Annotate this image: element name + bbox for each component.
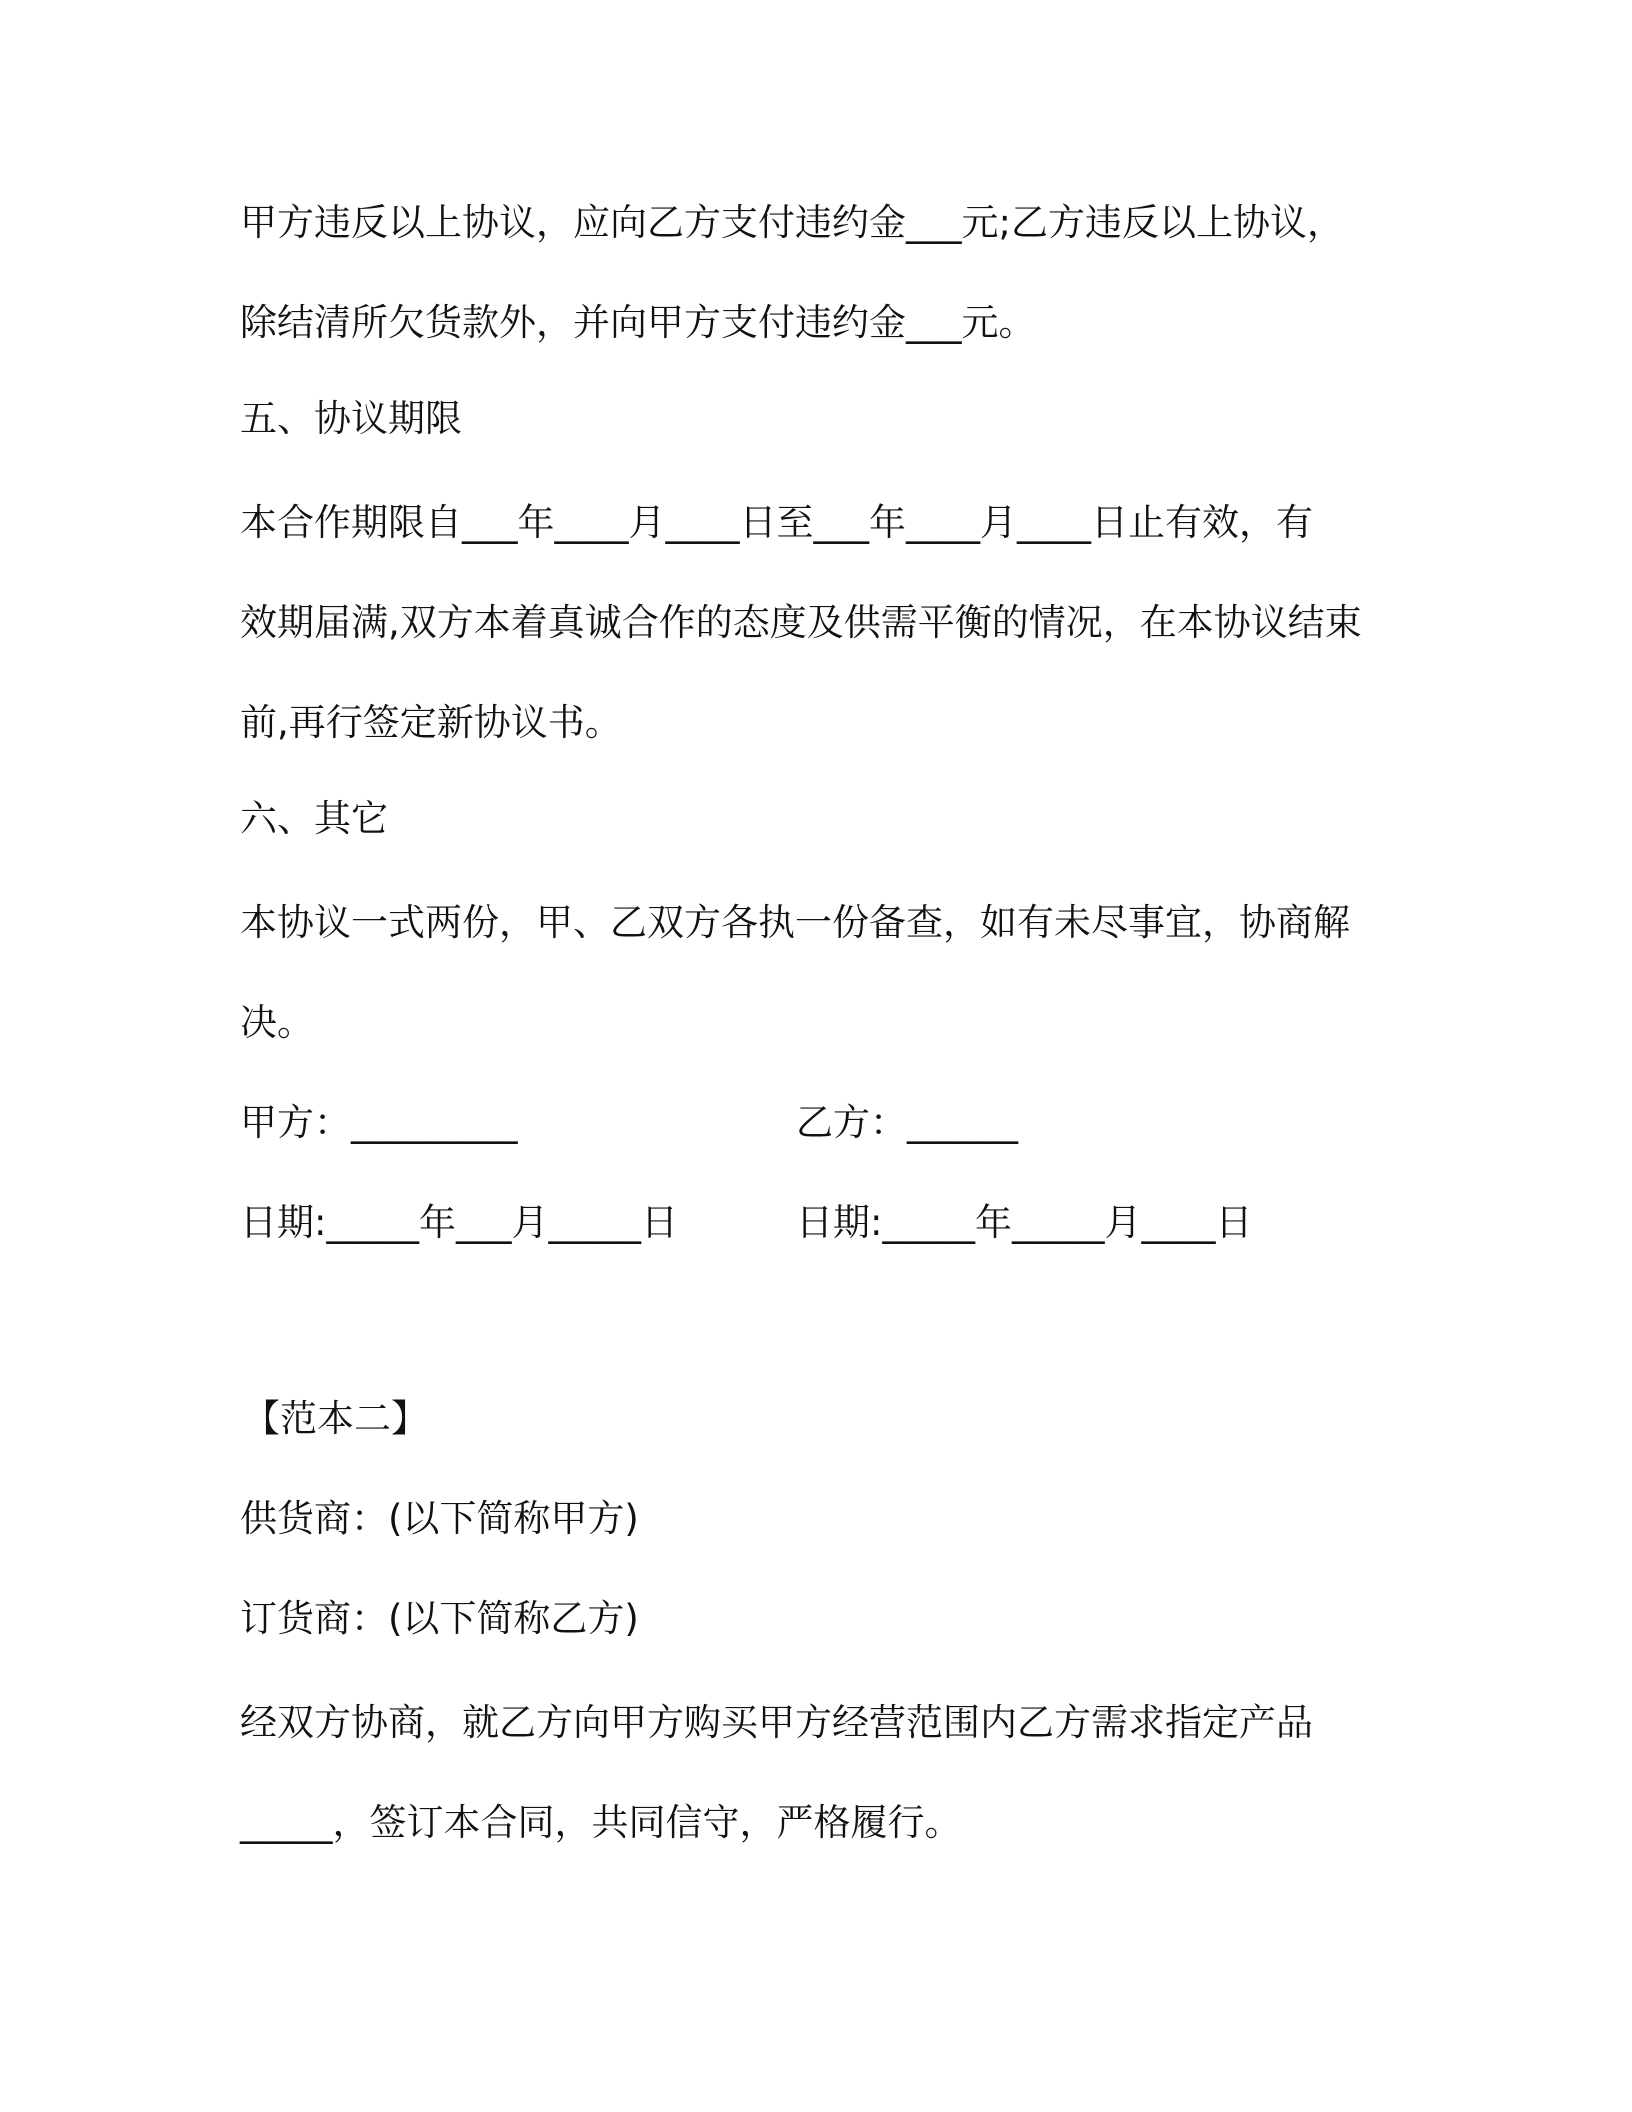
sample-2-intro-line-1: 经双方协商，就乙方向甲方购买甲方经营范围内乙方需求指定产品 xyxy=(240,1701,1313,1744)
sample-2-intro-line-2: _____，签订本合同，共同信守，严格履行。 xyxy=(240,1801,962,1844)
section-6-heading: 六、其它 xyxy=(240,797,388,840)
sample-2-title: 【范本二】 xyxy=(243,1397,428,1440)
section-6-line-2: 决。 xyxy=(240,1001,314,1044)
sample-2-supplier: 供货商：(以下简称甲方) xyxy=(240,1497,639,1540)
signature-date-b: 日期:_____年_____月____日 xyxy=(796,1201,1253,1244)
section-5-heading: 五、协议期限 xyxy=(240,397,462,440)
penalty-line-2: 除结清所欠货款外，并向甲方支付违约金___元。 xyxy=(240,301,1036,344)
sample-2-orderer: 订货商：(以下简称乙方) xyxy=(240,1597,639,1640)
section-6-line-1: 本协议一式两份，甲、乙双方各执一份备查，如有未尽事宜，协商解 xyxy=(240,901,1350,944)
section-5-line-1: 本合作期限自___年____月____日至___年____月____日止有效，有 xyxy=(240,501,1313,544)
signature-party-a: 甲方：_________ xyxy=(240,1101,518,1144)
section-5-line-2: 效期届满,双方本着真诚合作的态度及供需平衡的情况，在本协议结束 xyxy=(240,601,1362,644)
signature-party-b: 乙方：______ xyxy=(796,1101,1018,1144)
penalty-line-1: 甲方违反以上协议，应向乙方支付违约金___元;乙方违反以上协议， xyxy=(240,201,1344,244)
section-5-line-3: 前,再行签定新协议书。 xyxy=(240,701,622,744)
signature-date-a: 日期:_____年___月_____日 xyxy=(240,1201,678,1244)
